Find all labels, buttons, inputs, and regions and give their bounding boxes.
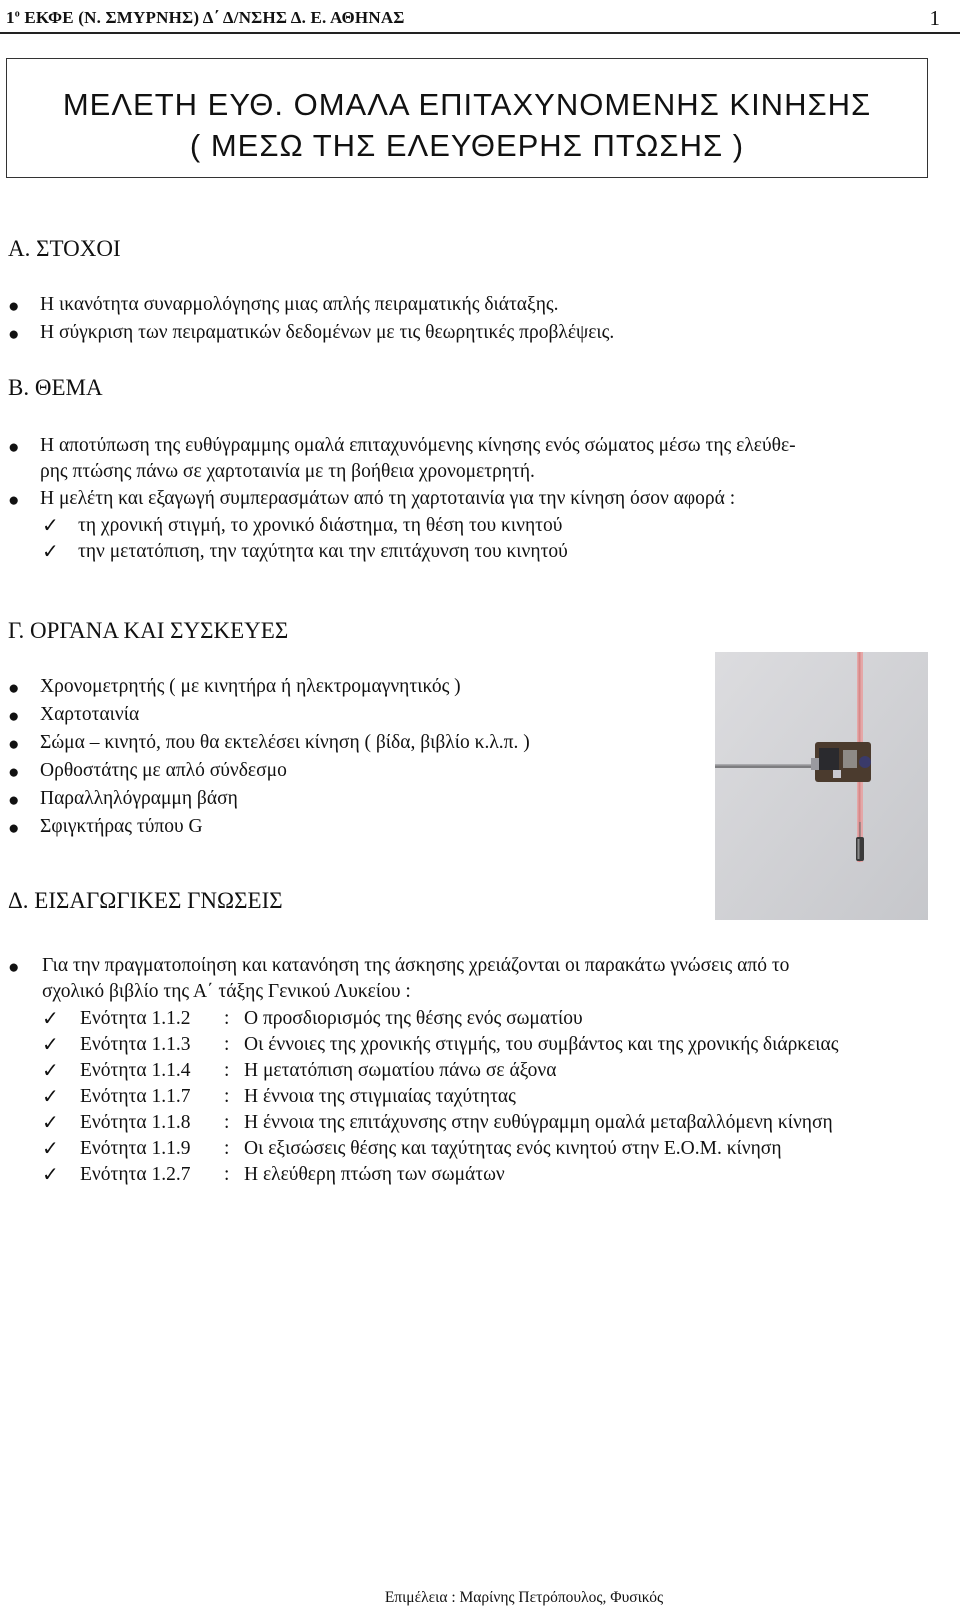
title-line-1: ΜΕΛΕΤΗ ΕΥΘ. ΟΜΑΛΑ ΕΠΙΤΑΧΥΝΟΜΕΝΗΣ ΚΙΝΗΣΗΣ: [62, 87, 872, 122]
section-a-heading: Α. ΣΤΟΧΟΙ: [8, 236, 121, 261]
unit-sep: :: [224, 1060, 230, 1081]
section-c-item-6: Σφιγκτήρας τύπου G: [40, 816, 203, 837]
section-b-check-1: τη χρονική στιγμή, το χρονικό διάστημα, τη θέση του κινητού: [78, 515, 563, 536]
unit-label: Ενότητα 1.1.2: [80, 1008, 191, 1029]
unit-label: Ενότητα 1.1.7: [80, 1086, 191, 1107]
check-icon: ✓: [42, 1086, 59, 1108]
title-line-2: ( ΜΕΣΩ ΤΗΣ ΕΛΕΥΘΕΡΗΣ ΠΤΩΣΗΣ ): [189, 128, 745, 163]
check-icon: ✓: [42, 1034, 59, 1056]
unit-sep: :: [224, 1138, 230, 1159]
unit-label: Ενότητα 1.1.9: [80, 1138, 191, 1159]
section-d-intro-line-2: σχολικό βιβλίο της Α΄ τάξης Γενικού Λυκείου :: [42, 981, 411, 1002]
page-number: 1: [929, 6, 940, 30]
apparatus-photo-drawing: [715, 652, 928, 920]
unit-text: Η έννοια της επιτάχυνσης στην ευθύγραμμη ομαλά μεταβαλλόμενη κίνηση: [244, 1112, 833, 1133]
check-icon: ✓: [42, 1008, 59, 1030]
bullet-icon: ●: [8, 762, 20, 783]
section-c-item-5: Παραλληλόγραμμη βάση: [40, 788, 238, 809]
page-header: [0, 6, 960, 34]
bullet-icon: ●: [8, 706, 20, 727]
unit-text: Οι εξισώσεις θέσης και ταχύτητας ενός κινητού στην Ε.Ο.Μ. κίνηση: [244, 1138, 782, 1159]
unit-label: Ενότητα 1.2.7: [80, 1164, 191, 1185]
section-d-intro-line-1: Για την πραγματοποίηση και κατανόηση της άσκησης χρειάζονται οι παρακάτω γνώσεις από το: [42, 955, 790, 976]
bullet-icon: ●: [8, 678, 20, 699]
unit-text: Η έννοια της στιγμιαίας ταχύτητας: [244, 1086, 516, 1107]
bullet-icon: ●: [8, 790, 20, 811]
section-a-item-1: Η ικανότητα συναρμολόγησης μιας απλής πειραματικής διάταξης.: [40, 294, 559, 315]
unit-label: Ενότητα 1.1.8: [80, 1112, 191, 1133]
section-b-heading: Β. ΘΕΜΑ: [8, 375, 103, 400]
check-icon: ✓: [42, 1060, 59, 1082]
section-c-item-1: Χρονομετρητής ( με κινητήρα ή ηλεκτρομαγνητικός ): [40, 676, 461, 697]
apparatus-photo: [715, 652, 928, 920]
bullet-icon: ●: [8, 957, 20, 978]
section-c-item-2: Χαρτοταινία: [40, 704, 140, 725]
bullet-icon: ●: [8, 490, 20, 511]
check-icon: ✓: [42, 541, 59, 563]
check-icon: ✓: [42, 515, 59, 537]
section-c-heading: Γ. ΟΡΓΑΝΑ ΚΑΙ ΣΥΣΚΕΥΕΣ: [8, 618, 289, 643]
section-c-item-3: Σώμα – κινητό, που θα εκτελέσει κίνηση ( βίδα, βιβλίο κ.λ.π. ): [40, 732, 530, 753]
bullet-icon: ●: [8, 324, 20, 345]
bullet-icon: ●: [8, 818, 20, 839]
check-icon: ✓: [42, 1138, 59, 1160]
unit-text: Ο προσδιορισμός της θέσης ενός σωματίου: [244, 1008, 583, 1029]
unit-text: Οι έννοιες της χρονικής στιγμής, του συμβάντος και της χρονικής διάρκειας: [244, 1034, 839, 1055]
section-b-item-1-line-1: Η αποτύπωση της ευθύγραμμης ομαλά επιταχυνόμενης κίνησης ενός σώματος μέσω της ελεύθε-: [40, 435, 796, 456]
section-b-item-2: Η μελέτη και εξαγωγή συμπερασμάτων από τη χαρτοταινία για την κίνηση όσον αφορά :: [40, 488, 736, 509]
unit-text: Η ελεύθερη πτώση των σωμάτων: [244, 1164, 505, 1185]
unit-sep: :: [224, 1008, 230, 1029]
section-a-item-2: Η σύγκριση των πειραματικών δεδομένων με τις θεωρητικές προβλέψεις.: [40, 322, 615, 343]
check-icon: ✓: [42, 1112, 59, 1134]
bullet-icon: ●: [8, 734, 20, 755]
unit-label: Ενότητα 1.1.4: [80, 1060, 191, 1081]
check-icon: ✓: [42, 1164, 59, 1186]
bullet-icon: ●: [8, 437, 20, 458]
section-b-check-2: την μετατόπιση, την ταχύτητα και την επιτάχυνση του κινητού: [78, 541, 568, 562]
section-b-item-1-line-2: ρης πτώσης πάνω σε χαρτοταινία με τη βοήθεια χρονομετρητή.: [40, 461, 535, 482]
section-d-heading: Δ. ΕΙΣΑΓΩΓΙΚΕΣ ΓΝΩΣΕΙΣ: [8, 888, 283, 913]
bullet-icon: ●: [8, 296, 20, 317]
unit-sep: :: [224, 1034, 230, 1055]
header-ordinal-sup: ο: [14, 8, 20, 20]
page-footer: Επιμέλεια : Μαρίνης Πετρόπουλος, Φυσικός: [384, 1589, 664, 1606]
unit-sep: :: [224, 1112, 230, 1133]
title-box: [6, 58, 928, 178]
header-ordinal: 1: [6, 8, 15, 27]
header-org-text: ΕΚΦΕ (Ν. ΣΜΥΡΝΗΣ) Δ΄ Δ/ΝΣΗΣ Δ. Ε. ΑΘΗΝΑΣ: [19, 8, 405, 27]
unit-label: Ενότητα 1.1.3: [80, 1034, 191, 1055]
unit-sep: :: [224, 1164, 230, 1185]
unit-text: Η μετατόπιση σωματίου πάνω σε άξονα: [244, 1060, 557, 1081]
section-c-item-4: Ορθοστάτης με απλό σύνδεσμο: [40, 760, 287, 781]
unit-sep: :: [224, 1086, 230, 1107]
header-org-label: [6, 8, 405, 28]
